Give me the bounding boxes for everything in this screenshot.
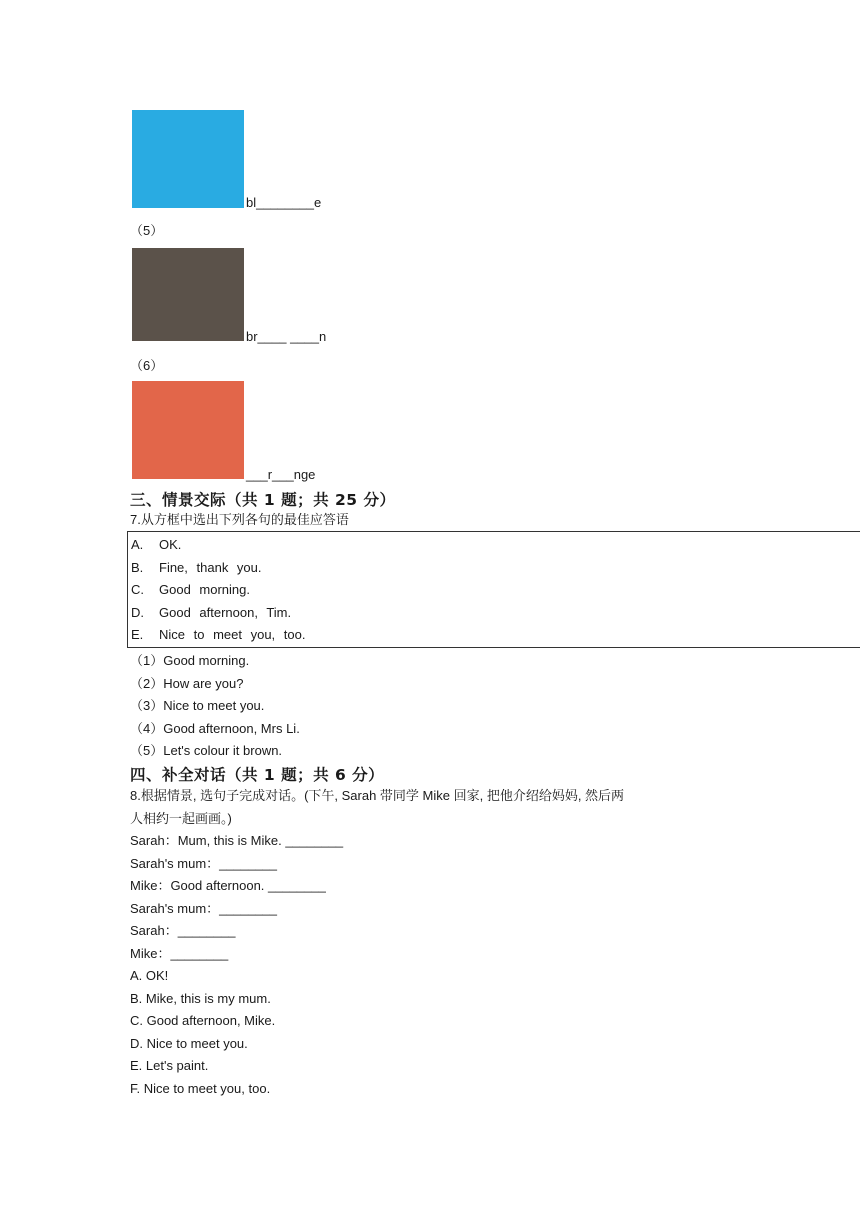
question-8-line-2: 人相约一起画画。): [130, 811, 232, 826]
prompt-3: （3）Nice to meet you.: [130, 698, 265, 713]
dialogue-line-2: Sarah's mum：________: [130, 856, 278, 871]
dialogue-line-1: Sarah：Mum, this is Mike. ________: [130, 833, 344, 848]
option-b: B. Fine, thank you.: [131, 560, 262, 575]
brown-fill-word: br____ ____n: [246, 329, 327, 344]
prompt-1: （1）Good morning.: [130, 653, 250, 668]
answer-options-box: [127, 531, 860, 648]
orange-fill-word: ___r___nge: [246, 467, 316, 482]
choice-c: C. Good afternoon, Mike.: [130, 1013, 276, 1028]
item-6-number: （6）: [130, 358, 164, 373]
prompt-4: （4）Good afternoon, Mrs Li.: [130, 721, 300, 736]
choice-f: F. Nice to meet you, too.: [130, 1081, 271, 1096]
option-d: D. Good afternoon, Tim.: [131, 605, 292, 620]
dialogue-line-6: Mike：________: [130, 946, 229, 961]
option-c: C. Good morning.: [131, 582, 250, 597]
brown-color-swatch: [132, 248, 244, 341]
option-a: A. OK.: [131, 537, 182, 552]
choice-d: D. Nice to meet you.: [130, 1036, 248, 1051]
dialogue-line-5: Sarah：________: [130, 923, 236, 938]
section-3-title: 三、情景交际（共 1 题；共 25 分）: [130, 491, 396, 509]
choice-a: A. OK!: [130, 968, 169, 983]
blue-color-swatch: [132, 110, 244, 208]
blue-fill-word: bl________e: [246, 195, 322, 210]
item-5-number: （5）: [130, 223, 164, 238]
question-7: 7.从方框中选出下列各句的最佳应答语: [130, 512, 349, 527]
prompt-2: （2）How are you?: [130, 676, 244, 691]
prompt-5: （5）Let's colour it brown.: [130, 743, 283, 758]
orange-color-swatch: [132, 381, 244, 479]
choice-b: B. Mike, this is my mum.: [130, 991, 271, 1006]
dialogue-line-4: Sarah's mum：________: [130, 901, 278, 916]
section-4-title: 四、补全对话（共 1 题；共 6 分）: [130, 766, 385, 784]
question-8-line-1: 8.根据情景, 选句子完成对话。(下午, Sarah 带同学 Mike 回家, 把他介绍给妈妈, 然后两: [130, 788, 625, 803]
choice-e: E. Let's paint.: [130, 1058, 209, 1073]
dialogue-line-3: Mike：Good afternoon. ________: [130, 878, 326, 893]
option-e: E. Nice to meet you, too.: [131, 627, 306, 642]
